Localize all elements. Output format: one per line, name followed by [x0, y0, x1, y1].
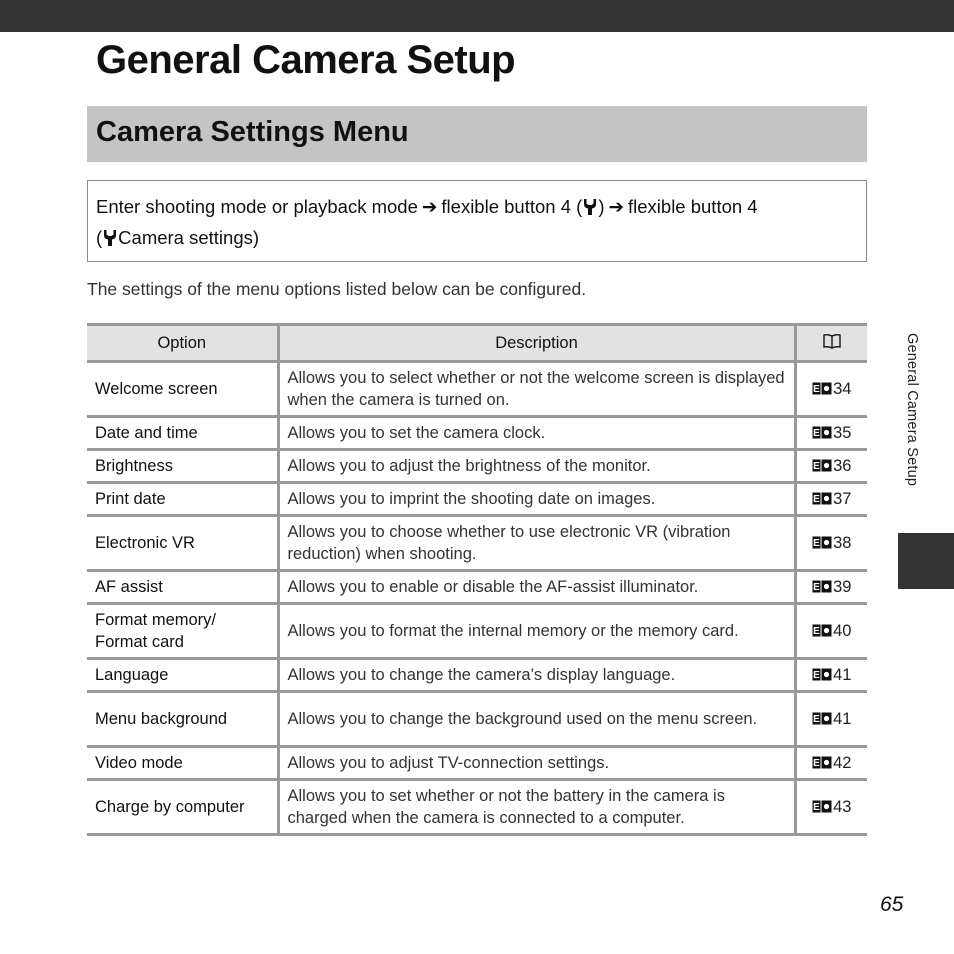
reference-page: 43	[833, 797, 852, 816]
description-cell: Allows you to imprint the shooting date on images.	[278, 483, 795, 516]
table-row	[87, 417, 867, 450]
reference-page: 36	[833, 456, 852, 475]
nav-step-2-close: )	[598, 196, 605, 217]
reference-section-icon	[812, 755, 832, 768]
reference-section-icon	[812, 711, 832, 724]
reference-cell	[795, 483, 867, 516]
header-option: Option	[87, 325, 278, 362]
nav-step-4: Camera settings)	[118, 227, 260, 248]
svg-text:E: E	[813, 383, 820, 395]
settings-table	[87, 323, 867, 836]
reference-cell	[795, 780, 867, 835]
book-reference-icon	[822, 333, 842, 354]
reference-cell	[795, 659, 867, 692]
nav-step-1: Enter shooting mode or playback mode	[96, 196, 418, 217]
option-cell: Brightness	[87, 450, 278, 483]
svg-text:E: E	[813, 625, 820, 637]
table-row	[87, 692, 867, 747]
description-cell: Allows you to set the camera clock.	[278, 417, 795, 450]
description-cell: Allows you to change the background used on the menu screen.	[278, 692, 795, 747]
reference-section-icon	[812, 491, 832, 504]
reference-page: 37	[833, 489, 852, 508]
table-row	[87, 516, 867, 571]
reference-section-icon	[812, 458, 832, 471]
description-cell: Allows you to select whether or not the welcome screen is displayed when the camera is turned on.	[278, 362, 795, 417]
nav-step-3: flexible button 4	[628, 196, 758, 217]
nav-step-2: flexible button 4 (	[441, 196, 583, 217]
svg-text:E: E	[813, 669, 820, 681]
table-row	[87, 659, 867, 692]
reference-section-icon	[812, 381, 832, 394]
svg-text:E: E	[813, 493, 820, 505]
reference-page: 39	[833, 577, 852, 596]
table-header-row	[87, 325, 867, 362]
option-cell: Language	[87, 659, 278, 692]
option-cell: Electronic VR	[87, 516, 278, 571]
option-cell: Welcome screen	[87, 362, 278, 417]
option-cell: Print date	[87, 483, 278, 516]
option-cell: Video mode	[87, 747, 278, 780]
svg-text:E: E	[813, 801, 820, 813]
table-row	[87, 747, 867, 780]
section-header	[87, 106, 867, 162]
reference-cell	[795, 516, 867, 571]
option-cell: Date and time	[87, 417, 278, 450]
svg-text:E: E	[813, 757, 820, 769]
option-cell: Charge by computer	[87, 780, 278, 835]
arrow-right-icon: ➔	[608, 196, 624, 217]
reference-page: 42	[833, 753, 852, 772]
table-row	[87, 780, 867, 835]
option-cell: Format memory/ Format card	[87, 604, 278, 659]
table-row	[87, 571, 867, 604]
svg-text:E: E	[813, 537, 820, 549]
page-title: General Camera Setup	[96, 38, 516, 82]
navigation-path	[96, 193, 856, 255]
reference-page: 40	[833, 621, 852, 640]
table-row	[87, 604, 867, 659]
description-cell: Allows you to set whether or not the battery in the camera is charged when the camera is connected to a computer.	[278, 780, 795, 835]
description-cell: Allows you to adjust TV-connection settings.	[278, 747, 795, 780]
svg-text:E: E	[813, 460, 820, 472]
intro-text: The settings of the menu options listed below can be configured.	[87, 279, 587, 299]
reference-cell	[795, 747, 867, 780]
svg-text:E: E	[813, 713, 820, 725]
reference-page: 41	[833, 709, 852, 728]
reference-cell	[795, 571, 867, 604]
description-cell: Allows you to adjust the brightness of the monitor.	[278, 450, 795, 483]
arrow-right-icon: ➔	[421, 196, 438, 217]
table-row	[87, 450, 867, 483]
side-section-label: General Camera Setup	[904, 333, 920, 487]
reference-page: 41	[833, 665, 852, 684]
description-cell: Allows you to format the internal memory or the memory card.	[278, 604, 795, 659]
navigation-box	[87, 180, 867, 262]
reference-cell	[795, 362, 867, 417]
wrench-icon	[583, 196, 597, 224]
table-row	[87, 362, 867, 417]
svg-text:E: E	[813, 581, 820, 593]
section-title: Camera Settings Menu	[96, 116, 409, 148]
reference-cell	[795, 692, 867, 747]
reference-cell	[795, 450, 867, 483]
side-tab-marker	[898, 533, 954, 589]
reference-page: 34	[833, 379, 852, 398]
table-row	[87, 483, 867, 516]
reference-section-icon	[812, 425, 832, 438]
description-cell: Allows you to change the camera’s display language.	[278, 659, 795, 692]
description-cell: Allows you to enable or disable the AF-assist illuminator.	[278, 571, 795, 604]
option-cell: Menu background	[87, 692, 278, 747]
header-description: Description	[278, 325, 795, 362]
wrench-icon	[103, 227, 117, 255]
reference-page: 35	[833, 423, 852, 442]
option-cell: AF assist	[87, 571, 278, 604]
svg-text:E: E	[813, 427, 820, 439]
header-reference	[795, 325, 867, 362]
page-number: 65	[880, 893, 904, 916]
reference-cell	[795, 604, 867, 659]
reference-section-icon	[812, 799, 832, 812]
reference-cell	[795, 417, 867, 450]
nav-step-4-open: (	[96, 227, 103, 248]
reference-section-icon	[812, 579, 832, 592]
reference-section-icon	[812, 623, 832, 636]
description-cell: Allows you to choose whether to use electronic VR (vibration reduction) when shooting.	[278, 516, 795, 571]
reference-section-icon	[812, 667, 832, 680]
reference-section-icon	[812, 535, 832, 548]
top-bar	[0, 0, 954, 32]
reference-page: 38	[833, 533, 852, 552]
